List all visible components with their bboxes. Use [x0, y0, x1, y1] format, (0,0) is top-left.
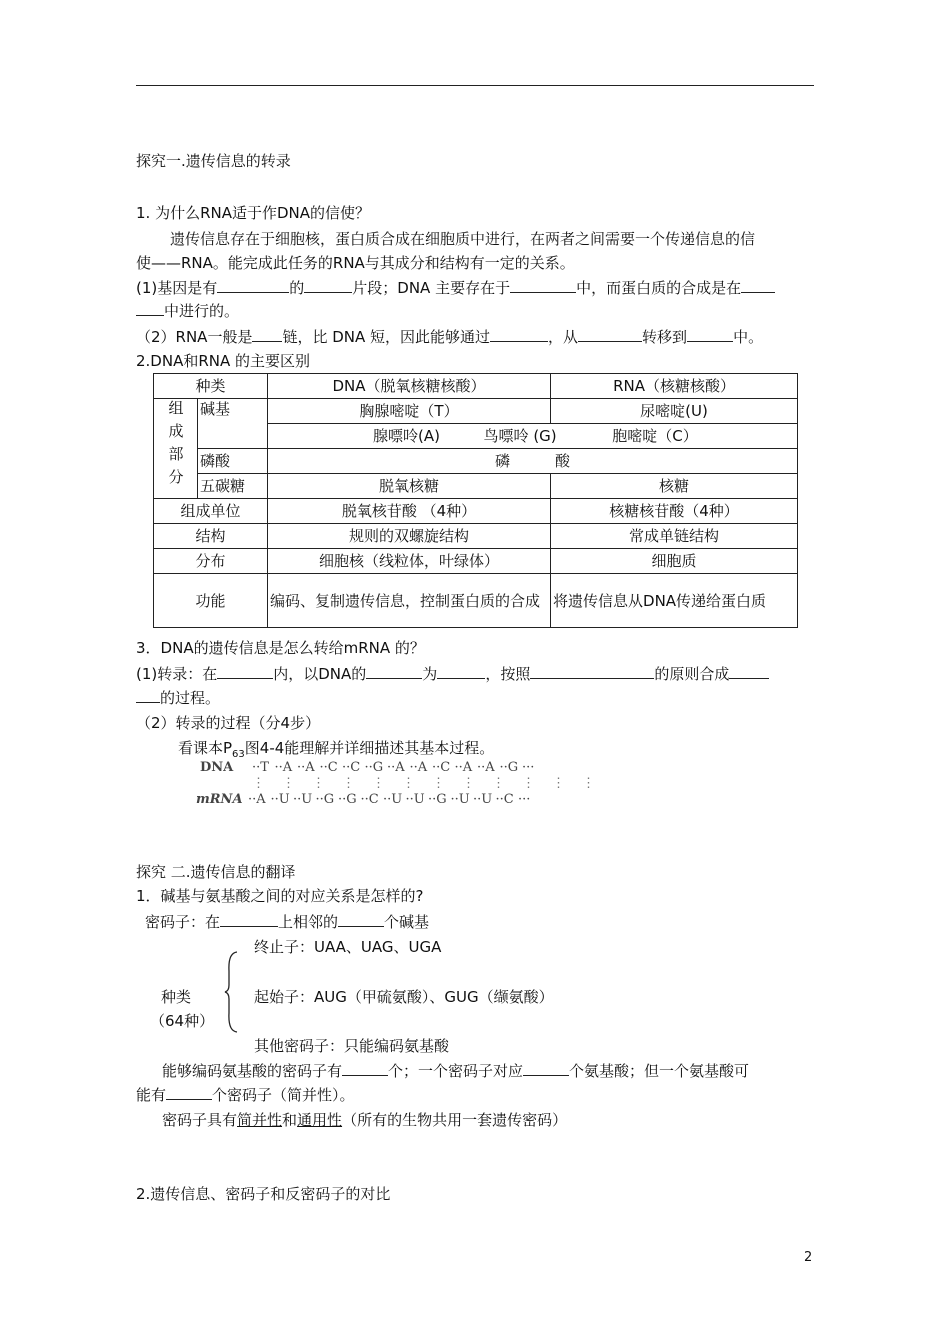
para1-line2: 使——RNA。能完成此任务的RNA与其成分和结构有一定的关系。	[136, 254, 575, 272]
mrna-base-2: ··U	[270, 792, 290, 807]
table-row	[154, 499, 798, 524]
unit-label: 组成单位	[154, 499, 268, 524]
mrna-base-9: ··G	[428, 792, 447, 807]
fill-blank[interactable]	[530, 664, 654, 679]
dna-ellipsis: ···	[522, 760, 535, 775]
section2-question-2: 2.遗传信息、密码子和反密码子的对比	[136, 1185, 391, 1203]
header-rule	[136, 85, 814, 86]
text-seg: (1)基因是有	[136, 279, 218, 297]
section1-title: 探究一.遗传信息的转录	[136, 152, 291, 170]
rna-dist: 细胞质	[551, 549, 798, 574]
text-seg: 转移到	[642, 328, 688, 346]
stop-codons: 终止子：UAA、UAG、UGA	[254, 938, 442, 956]
section2-title: 探究 二.遗传信息的翻译	[136, 863, 296, 881]
dna-sugar: 脱氧核糖	[268, 474, 551, 499]
question-3: 3．DNA的遗传信息是怎么转给mRNA 的？	[136, 639, 425, 657]
table-row	[154, 474, 798, 499]
blank-line-gene-cont	[136, 301, 239, 321]
para1-line1: 遗传信息存在于细胞核，蛋白质合成在细胞质中进行，在两者之间需要一个传递信息的信	[170, 230, 756, 248]
dna-base-3: ··A	[297, 760, 315, 775]
mrna-base-1: ··A	[248, 792, 266, 807]
text-seg: 内，以DNA的	[273, 665, 367, 683]
text-seg: 个碱基	[384, 913, 430, 931]
text-seg: 个；一个密码子对应	[388, 1062, 524, 1080]
text-seg: ，从	[548, 328, 579, 346]
rna-struct: 常成单链结构	[551, 524, 798, 549]
fill-blank[interactable]	[342, 1061, 388, 1076]
table-row	[154, 574, 798, 628]
text-seg: （所有的生物共用一套遗传密码）	[342, 1111, 568, 1129]
text-seg: 的过程。	[160, 689, 221, 707]
table-row	[154, 374, 798, 399]
page-sub: 63	[232, 749, 245, 760]
common-bases	[268, 424, 798, 449]
text-seg: 个氨基酸；但一个氨基酸可	[569, 1062, 750, 1080]
rna-base: 尿嘧啶(U)	[551, 399, 798, 424]
dna-base-2: ··A	[274, 760, 293, 775]
rna-func: 将遗传信息从DNA传递给蛋白质	[551, 574, 798, 628]
fill-blank[interactable]	[338, 912, 384, 927]
text-seg: 中。	[733, 328, 764, 346]
text-seg: 链，比 DNA 短，因此能够通过	[282, 328, 491, 346]
transcription-steps: （2）转录的过程（分4步）	[136, 714, 321, 732]
question-2: 2.DNA和RNA 的主要区别	[136, 352, 311, 370]
fill-blank[interactable]	[729, 664, 769, 679]
dna-base: 胸腺嘧啶（T）	[268, 399, 551, 424]
universality-term: 通用性	[297, 1111, 343, 1129]
mrna-base-4: ··G	[315, 792, 335, 807]
struct-label: 结构	[154, 524, 268, 549]
table-row	[154, 549, 798, 574]
dna-dist: 细胞核（线粒体，叶绿体）	[268, 549, 551, 574]
rna-sugar: 核糖	[551, 474, 798, 499]
dna-base-6: ··G	[364, 760, 384, 775]
other-codons: 其他密码子：只能编码氨基酸	[254, 1037, 450, 1055]
mrna-base-12: ··C	[495, 792, 514, 807]
degeneracy-term: 简并性	[237, 1111, 283, 1129]
dna-func: 编码、复制遗传信息，控制蛋白质的合成	[268, 574, 551, 628]
phos-label: 磷酸	[198, 449, 268, 474]
text-seg: (1)转录：在	[136, 665, 218, 683]
table-row	[154, 449, 798, 474]
fill-blank[interactable]	[136, 301, 164, 316]
codon-def	[145, 912, 429, 932]
dna-base-5: ··C	[342, 760, 361, 775]
dna-base-12: ··G	[499, 760, 519, 775]
text-seg: 片段；DNA 主要存在于	[352, 279, 511, 297]
dna-base-1: ··T	[252, 760, 269, 775]
dna-base-4: ··C	[319, 760, 338, 775]
dist-label: 分布	[154, 549, 268, 574]
brace-icon	[224, 951, 238, 1033]
text-seg: 密码子：在	[145, 913, 221, 931]
group-cell	[154, 399, 198, 499]
codon-count: （64种）	[150, 1012, 215, 1030]
fill-blank[interactable]	[687, 327, 733, 342]
fill-blank[interactable]	[490, 327, 548, 342]
codon-properties	[162, 1110, 567, 1130]
section2-question-1: 1．碱基与氨基酸之间的对应关系是怎样的?	[136, 887, 424, 905]
dna-label: DNA	[200, 760, 234, 775]
base-label: 碱基	[198, 399, 268, 449]
phos-value: 磷 酸	[268, 449, 798, 474]
text-seg: 能有	[136, 1086, 167, 1104]
text-seg: 图4-4能理解并详细描述其基本过程。	[244, 739, 495, 757]
transcription-def-cont	[136, 688, 220, 708]
mrna-base-10: ··U	[450, 792, 470, 807]
text-seg: 的	[289, 279, 305, 297]
transcription-def	[136, 664, 769, 684]
fill-blank[interactable]	[523, 1061, 569, 1076]
text-seg: 的原则合成	[654, 665, 730, 683]
codon-kind-label: 种类	[161, 988, 192, 1006]
fill-blank[interactable]	[166, 1085, 212, 1100]
fill-blank[interactable]	[136, 688, 160, 703]
text-seg: 看课本P	[178, 739, 233, 757]
base-g: 鸟嘌呤 (G)	[483, 427, 557, 445]
mrna-base-3: ··U	[293, 792, 313, 807]
fill-blank[interactable]	[252, 327, 282, 342]
fill-blank[interactable]	[578, 327, 642, 342]
start-codons: 起始子：AUG（甲硫氨酸）、GUG（缬氨酸）	[254, 988, 554, 1006]
codon-para-line2	[136, 1085, 355, 1105]
blank-line-gene	[136, 278, 775, 298]
dna-rna-comparison-table	[153, 373, 798, 628]
base-a: 腺嘌呤(A)	[373, 427, 440, 445]
rna-unit: 核糖核苷酸（4种）	[551, 499, 798, 524]
dna-unit: 脱氧核苷酸 （4种）	[268, 499, 551, 524]
text-seg: 个密码子（简并性）。	[212, 1086, 355, 1104]
mrna-ellipsis: ···	[518, 792, 531, 807]
table-row	[154, 399, 798, 424]
dna-struct: 规则的双螺旋结构	[268, 524, 551, 549]
mrna-base-11: ··U	[473, 792, 493, 807]
pairing-dots: ⋮⋮⋮⋮⋮⋮⋮⋮⋮⋮⋮⋮	[252, 776, 612, 791]
text-seg: （2）RNA一般是	[136, 328, 253, 346]
header-kind: 种类	[154, 374, 268, 399]
dna-base-7: ··A	[387, 760, 405, 775]
group-label: 组成部分	[166, 400, 185, 492]
text-seg: 能够编码氨基酸的密码子有	[162, 1062, 343, 1080]
fill-blank[interactable]	[217, 664, 273, 679]
header-dna: DNA（脱氧核糖核酸）	[268, 374, 551, 399]
fill-blank[interactable]	[510, 278, 576, 293]
fill-blank[interactable]	[437, 664, 485, 679]
dna-sequence	[200, 760, 534, 775]
fill-blank[interactable]	[220, 912, 278, 927]
dna-base-10: ··A	[454, 760, 473, 775]
mrna-base-7: ··U	[383, 792, 403, 807]
func-label: 功能	[154, 574, 268, 628]
text-seg: 上相邻的	[278, 913, 339, 931]
fill-blank[interactable]	[304, 278, 352, 293]
page-number: 2	[804, 1250, 813, 1265]
dna-base-11: ··A	[477, 760, 495, 775]
text-seg: 为	[422, 665, 438, 683]
mrna-bases	[248, 792, 530, 807]
mrna-sequence	[196, 792, 530, 807]
mrna-base-8: ··U	[405, 792, 425, 807]
question-1: 1. 为什么RNA适于作DNA的信使？	[136, 204, 371, 222]
fill-blank[interactable]	[217, 278, 289, 293]
blank-line-rna	[136, 327, 763, 347]
dna-base-9: ··C	[432, 760, 451, 775]
base-c: 胞嘧啶（C）	[612, 427, 698, 445]
header-rna: RNA（核糖核酸）	[551, 374, 798, 399]
text-seg: ，按照	[485, 665, 531, 683]
sugar-label: 五碳糖	[198, 474, 268, 499]
text-seg: 中进行的。	[164, 302, 240, 320]
text-seg: 和	[282, 1111, 298, 1129]
mrna-base-5: ··G	[338, 792, 357, 807]
text-seg: 密码子具有	[162, 1111, 238, 1129]
fill-blank[interactable]	[366, 664, 422, 679]
text-seg: 中，而蛋白质的合成是在	[576, 279, 742, 297]
codon-para-line1	[162, 1061, 749, 1081]
dna-bases	[252, 760, 534, 775]
fill-blank[interactable]	[741, 278, 775, 293]
mrna-label: mRNA	[196, 792, 243, 807]
dna-base-8: ··A	[409, 760, 428, 775]
table-row	[154, 524, 798, 549]
mrna-base-6: ··C	[360, 792, 379, 807]
